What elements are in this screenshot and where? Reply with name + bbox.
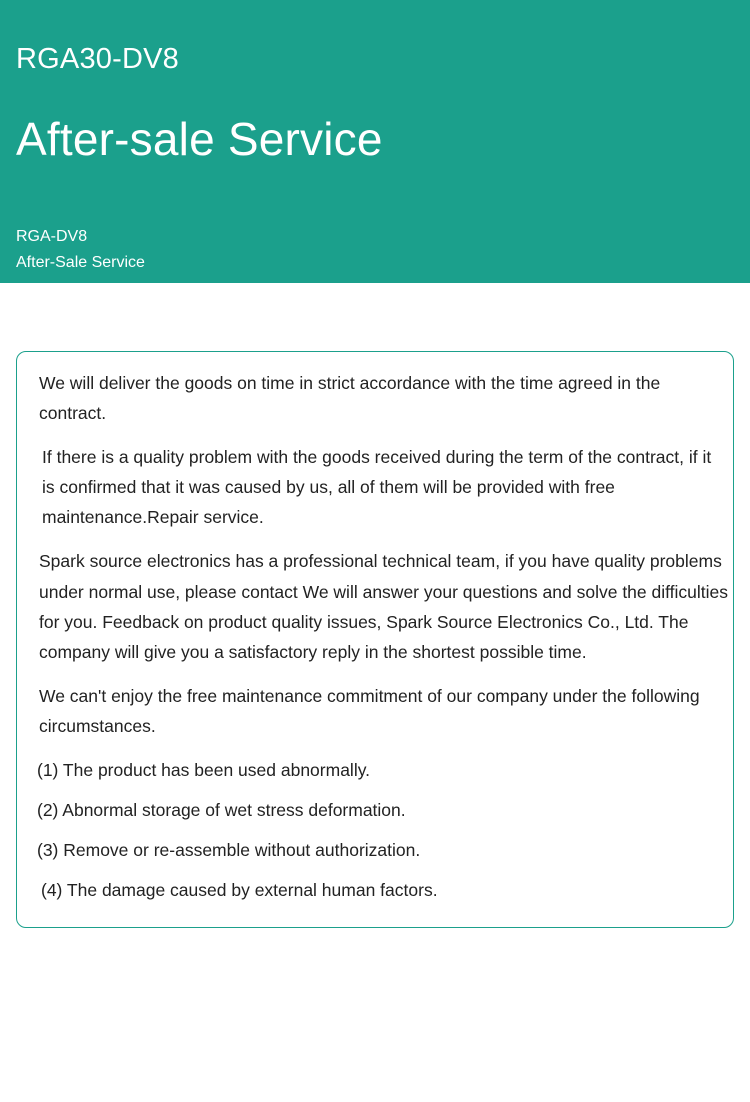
hero-subtitle-line-2: After-Sale Service [16,254,145,272]
hero-subtitle-line-1: RGA-DV8 [16,228,88,246]
page-title: After-sale Service [16,112,383,165]
policy-paragraph-support: Spark source electronics has a professional technical team, if you have quality problems under normal use, please contact We will answer your questions and solve the difficulties for you. Feedback on product quality issues, Spark Source Electronics Co., Ltd. The company will give you a satisfactory reply in the shortest possible time. [39,551,729,662]
hero-inner [0,44,750,276]
policy-paragraph-delivery: We will deliver the goods on time in strict accordance with the time agreed in the contract. [39,373,661,424]
policy-exclusion-2: (2) Abnormal storage of wet stress deformation. [37,800,406,821]
policy-paragraph-exclusions-intro: We can't enjoy the free maintenance commitment of our company under the following circumstances. [39,685,700,736]
policy-exclusion-4: (4) The damage caused by external human factors. [41,880,438,901]
policy-exclusion-3: (3) Remove or re-assemble without authorization. [37,840,421,861]
policy-paragraph-quality: If there is a quality problem with the goods received during the term of the contract, if it is confirmed that it was caused by us, all of them will be provided with free maintenance.Repair service. [42,447,712,528]
hero-subtitle [16,224,734,276]
product-sku: RGA30-DV8 [16,43,179,75]
after-sale-service-card [16,351,734,928]
policy-exclusion-1: (1) The product has been used abnormally. [37,760,371,781]
hero-banner [0,0,750,283]
